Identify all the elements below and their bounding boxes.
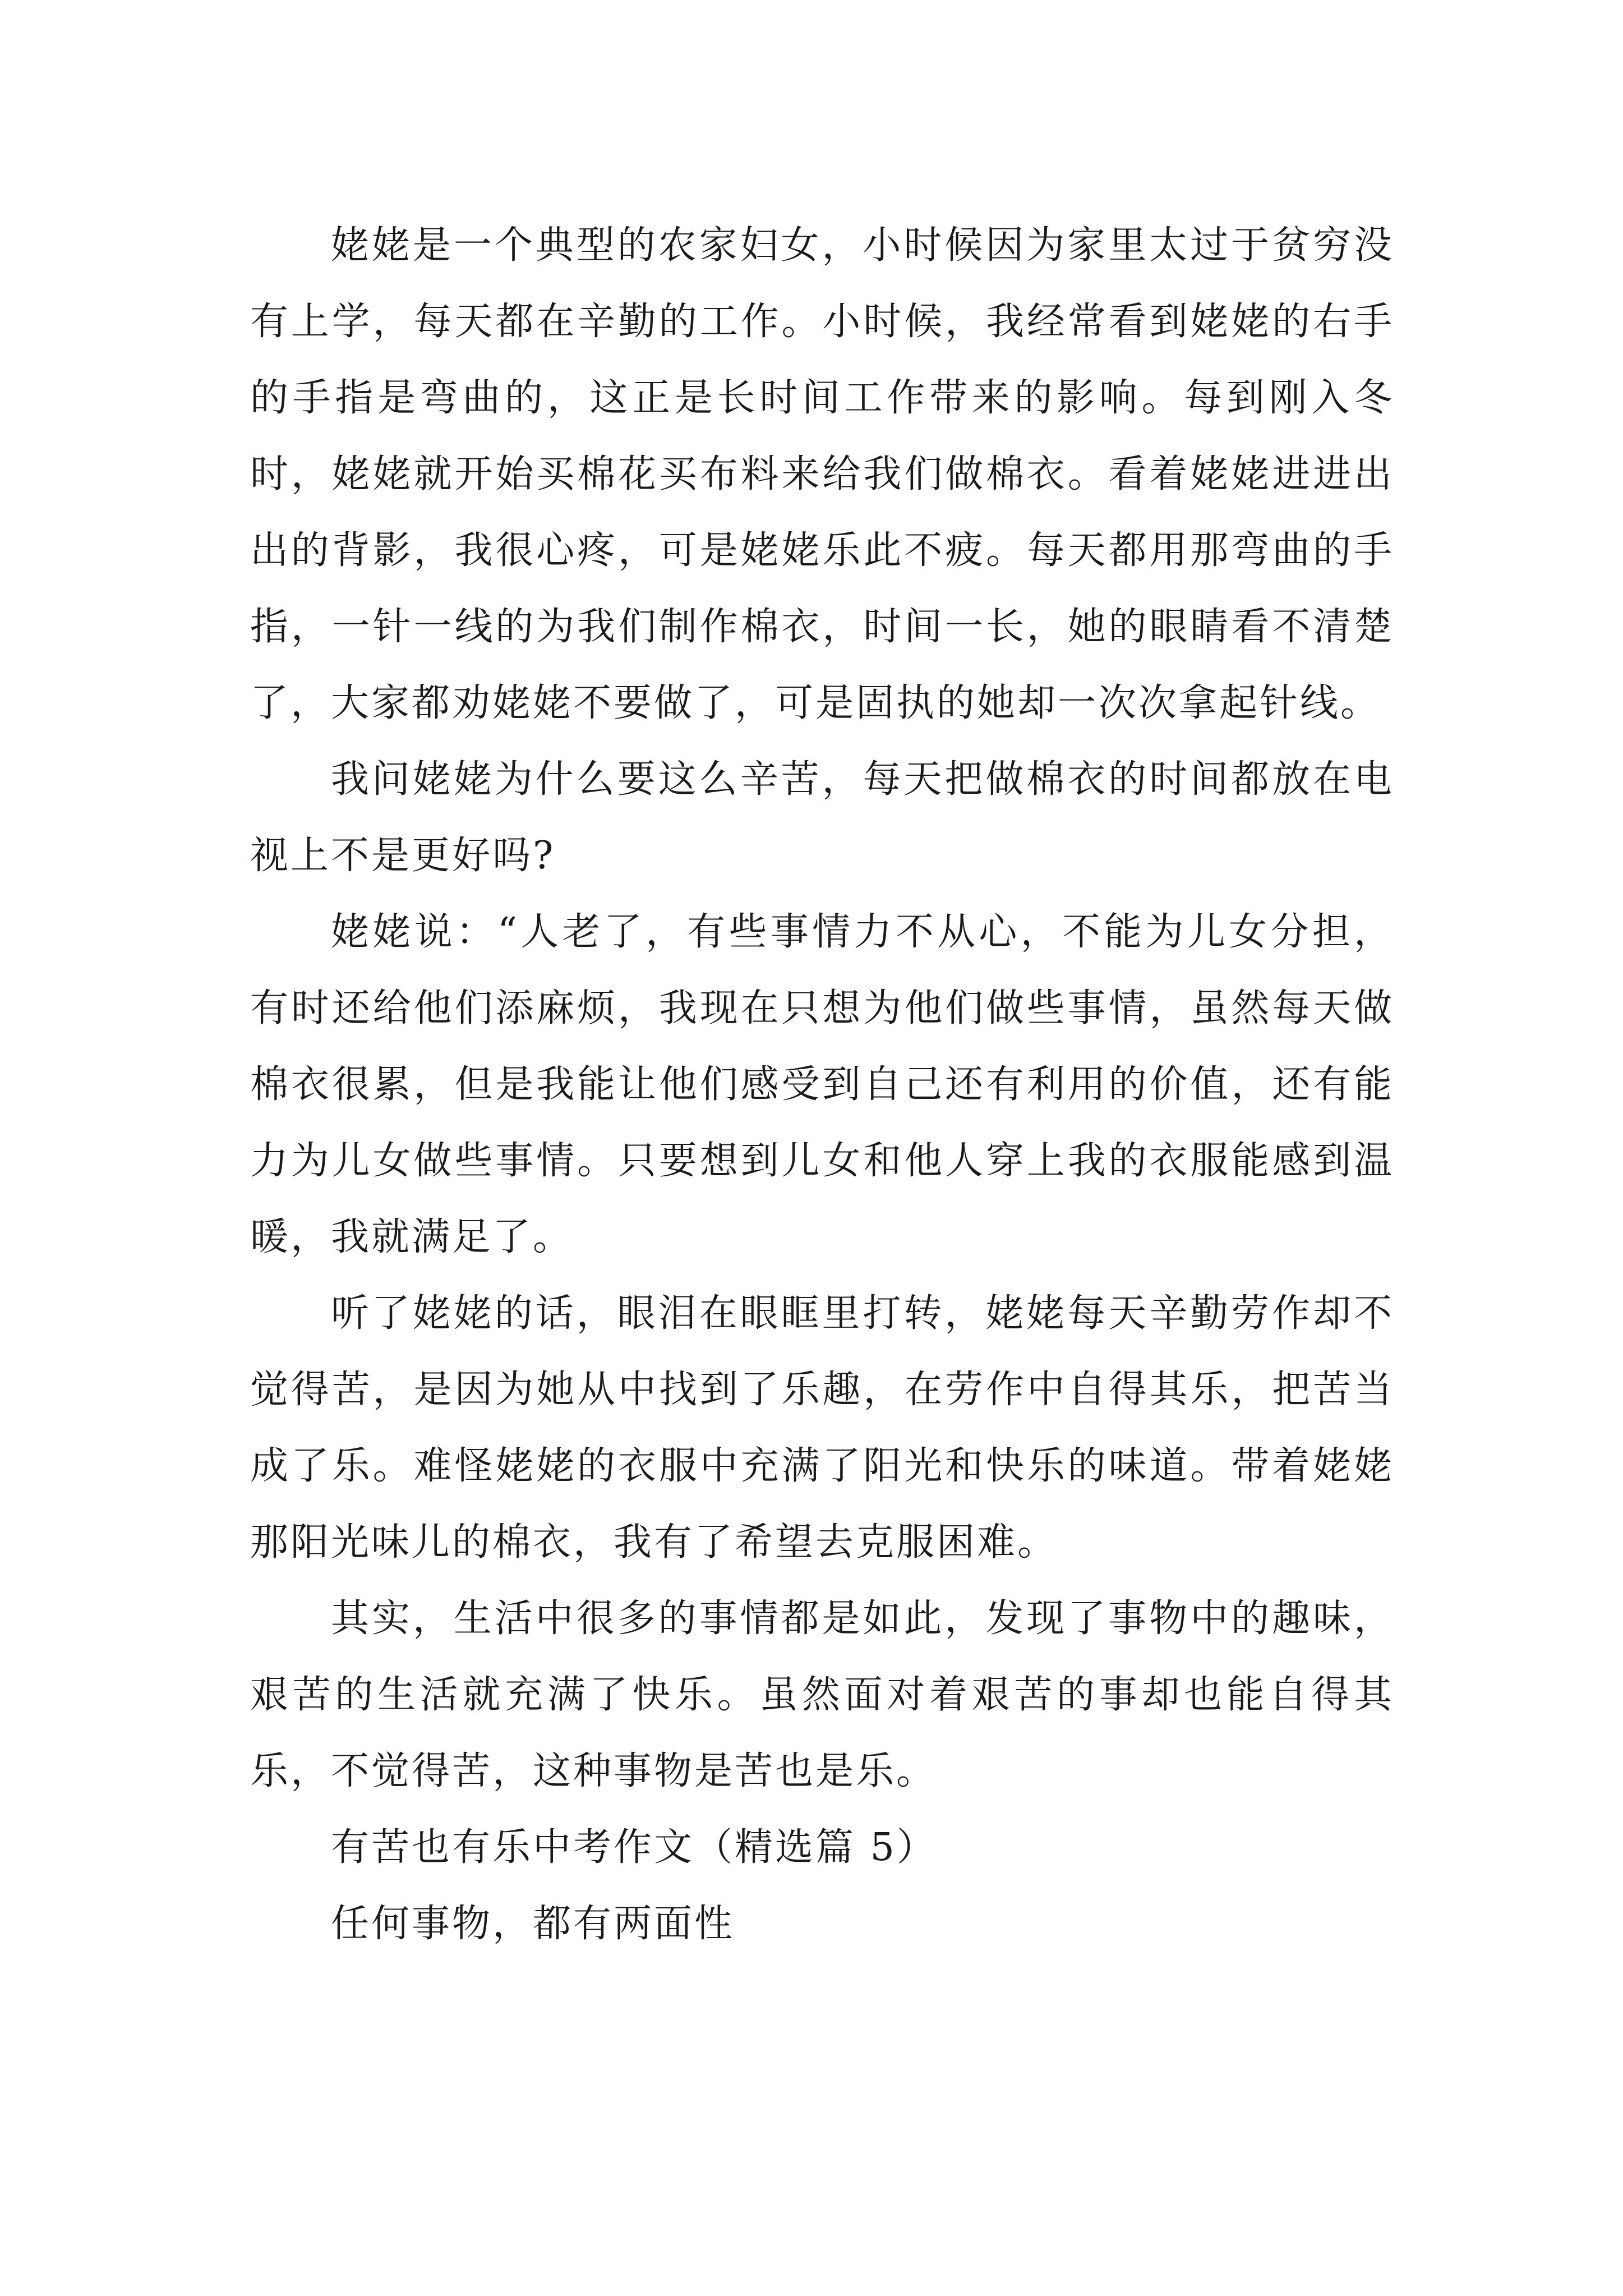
paragraph-reflection: 听了姥姥的话，眼泪在眼眶里打转，姥姥每天辛勤劳作却不觉得苦，是因为她从中找到了乐趣，在劳作中自得其乐，把苦当成了乐。难怪姥姥的衣服中充满了阳光和快乐的味道。带着姥姥那阳光味儿的棉衣，我有了希望去克服困难。: [250, 1291, 1394, 1565]
section-title: 有苦也有乐中考作文（精选篇 5）: [331, 1825, 937, 1870]
document-body: [250, 208, 1394, 1962]
paragraph-grandma-reply: 姥姥说：“人老了，有些事情力不从心，不能为儿女分担，有时还给他们添麻烦，我现在只想为他们做些事情，虽然每天做棉衣很累，但是我能让他们感受到自己还有利用的价值，还有能力为儿女做些事情。只要想到儿女和他人穿上我的衣服能感到温暖，我就满足了。: [250, 910, 1394, 1259]
section-first-line: 任何事物，都有两面性: [331, 1902, 735, 1946]
paragraph-conclusion: 其实，生活中很多的事情都是如此，发现了事物中的趣味，艰苦的生活就充满了快乐。虽然面对着艰苦的事却也能自得其乐，不觉得苦，这种事物是苦也是乐。: [250, 1596, 1394, 1793]
paragraph-question: 我问姥姥为什么要这么辛苦，每天把做棉衣的时间都放在电视上不是更好吗?: [250, 757, 1394, 878]
paragraph-grandma-sewing: 姥姥是一个典型的农家妇女，小时候因为家里太过于贫穷没有上学，每天都在辛勤的工作。小时候，我经常看到姥姥的右手的手指是弯曲的，这正是长时间工作带来的影响。每到刚入冬时，姥姥就开始买棉花买布料来给我们做棉衣。看着姥姥进进出出的背影，我很心疼，可是姥姥乐此不疲。每天都用那弯曲的手指，一针一线的为我们制作棉衣，时间一长，她的眼睛看不清楚了，大家都劝姥姥不要做了，可是固执的她却一次次拿起针线。: [250, 223, 1394, 725]
